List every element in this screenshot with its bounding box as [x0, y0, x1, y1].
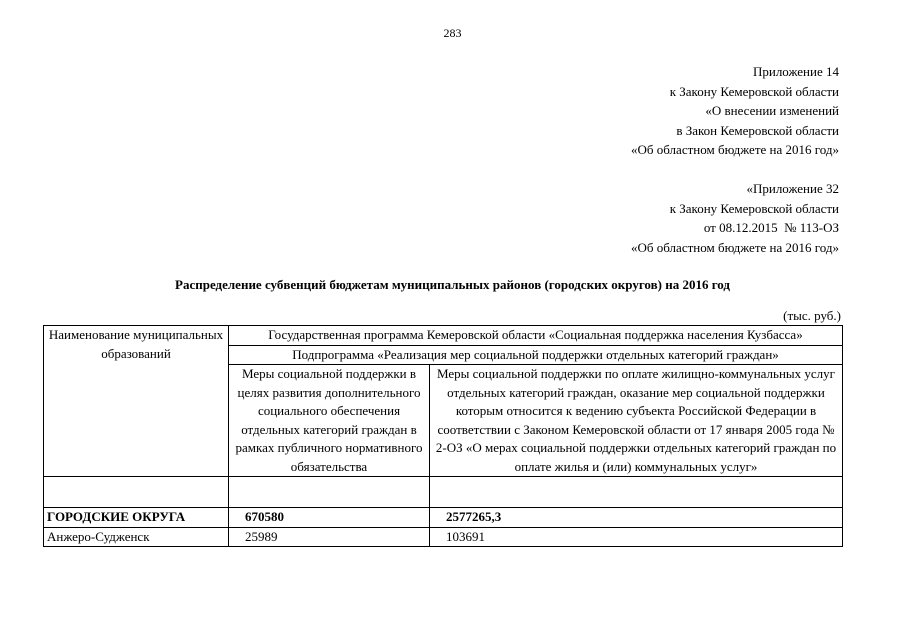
- spacer-cell: [44, 477, 229, 508]
- measure2-value: 103691: [430, 527, 843, 547]
- annex-line: Приложение 14: [752, 64, 839, 79]
- document-title: Распределение субвенций бюджетам муниципальных районов (городских округов) на 2016 год: [175, 277, 730, 292]
- measure1-header: Меры социальной поддержки в целях развития дополнительного социального обеспечения отдельных категорий граждан в рамках публичного нормативного обязательства: [229, 365, 430, 477]
- subprogram-header: Подпрограмма «Реализация мер социальной поддержки отдельных категорий граждан»: [229, 345, 843, 365]
- measure2-value: 2577265,3: [430, 508, 843, 528]
- units-label: (тыс. руб.): [783, 308, 841, 323]
- table-header-row: [44, 326, 843, 346]
- annex-line: к Закону Кемеровской области: [669, 200, 839, 216]
- measure1-value: 25989: [229, 527, 430, 547]
- annex-line: в Закон Кемеровской области: [676, 122, 839, 138]
- annex-reference-14: [631, 62, 839, 160]
- annex-line: от 08.12.2015 № 113-ОЗ: [703, 220, 839, 236]
- table-row: [44, 508, 843, 528]
- annex-line: «О внесении изменений: [705, 103, 839, 119]
- measure2-header: Меры социальной поддержки по оплате жилищно-коммунальных услуг отдельных категорий граждан, оказание мер социальной поддержки которым относится к ведению субъекта Российской Федерации в соответствии с Законом Кемеровской области от 17 января 2005 года № 2-ОЗ «О мерах социальной поддержки отдельных категорий граждан по оплате жилья и (или) коммунальных услуг»: [430, 365, 843, 477]
- spacer-cell: [229, 477, 430, 508]
- annex-line: «Об областном бюджете на 2016 год»: [631, 239, 839, 255]
- program-header: Государственная программа Кемеровской области «Социальная поддержка населения Кузбасса»: [229, 326, 843, 346]
- spacer-cell: [430, 477, 843, 508]
- table-row: [44, 527, 843, 547]
- municipality-name: Анжеро-Судженск: [44, 527, 229, 547]
- annex-line: «Об областном бюджете на 2016 год»: [631, 142, 839, 158]
- table-spacer-row: [44, 477, 843, 508]
- subventions-table: [43, 325, 843, 547]
- annex-reference-32: [631, 179, 839, 257]
- col-municipality-header: Наименование муниципальных образований: [44, 326, 229, 477]
- annex-line: «Приложение 32: [746, 181, 839, 196]
- measure1-value: 670580: [229, 508, 430, 528]
- municipality-name: ГОРОДСКИЕ ОКРУГА: [44, 508, 229, 528]
- page-number: 283: [443, 26, 462, 40]
- annex-line: к Закону Кемеровской области: [669, 83, 839, 99]
